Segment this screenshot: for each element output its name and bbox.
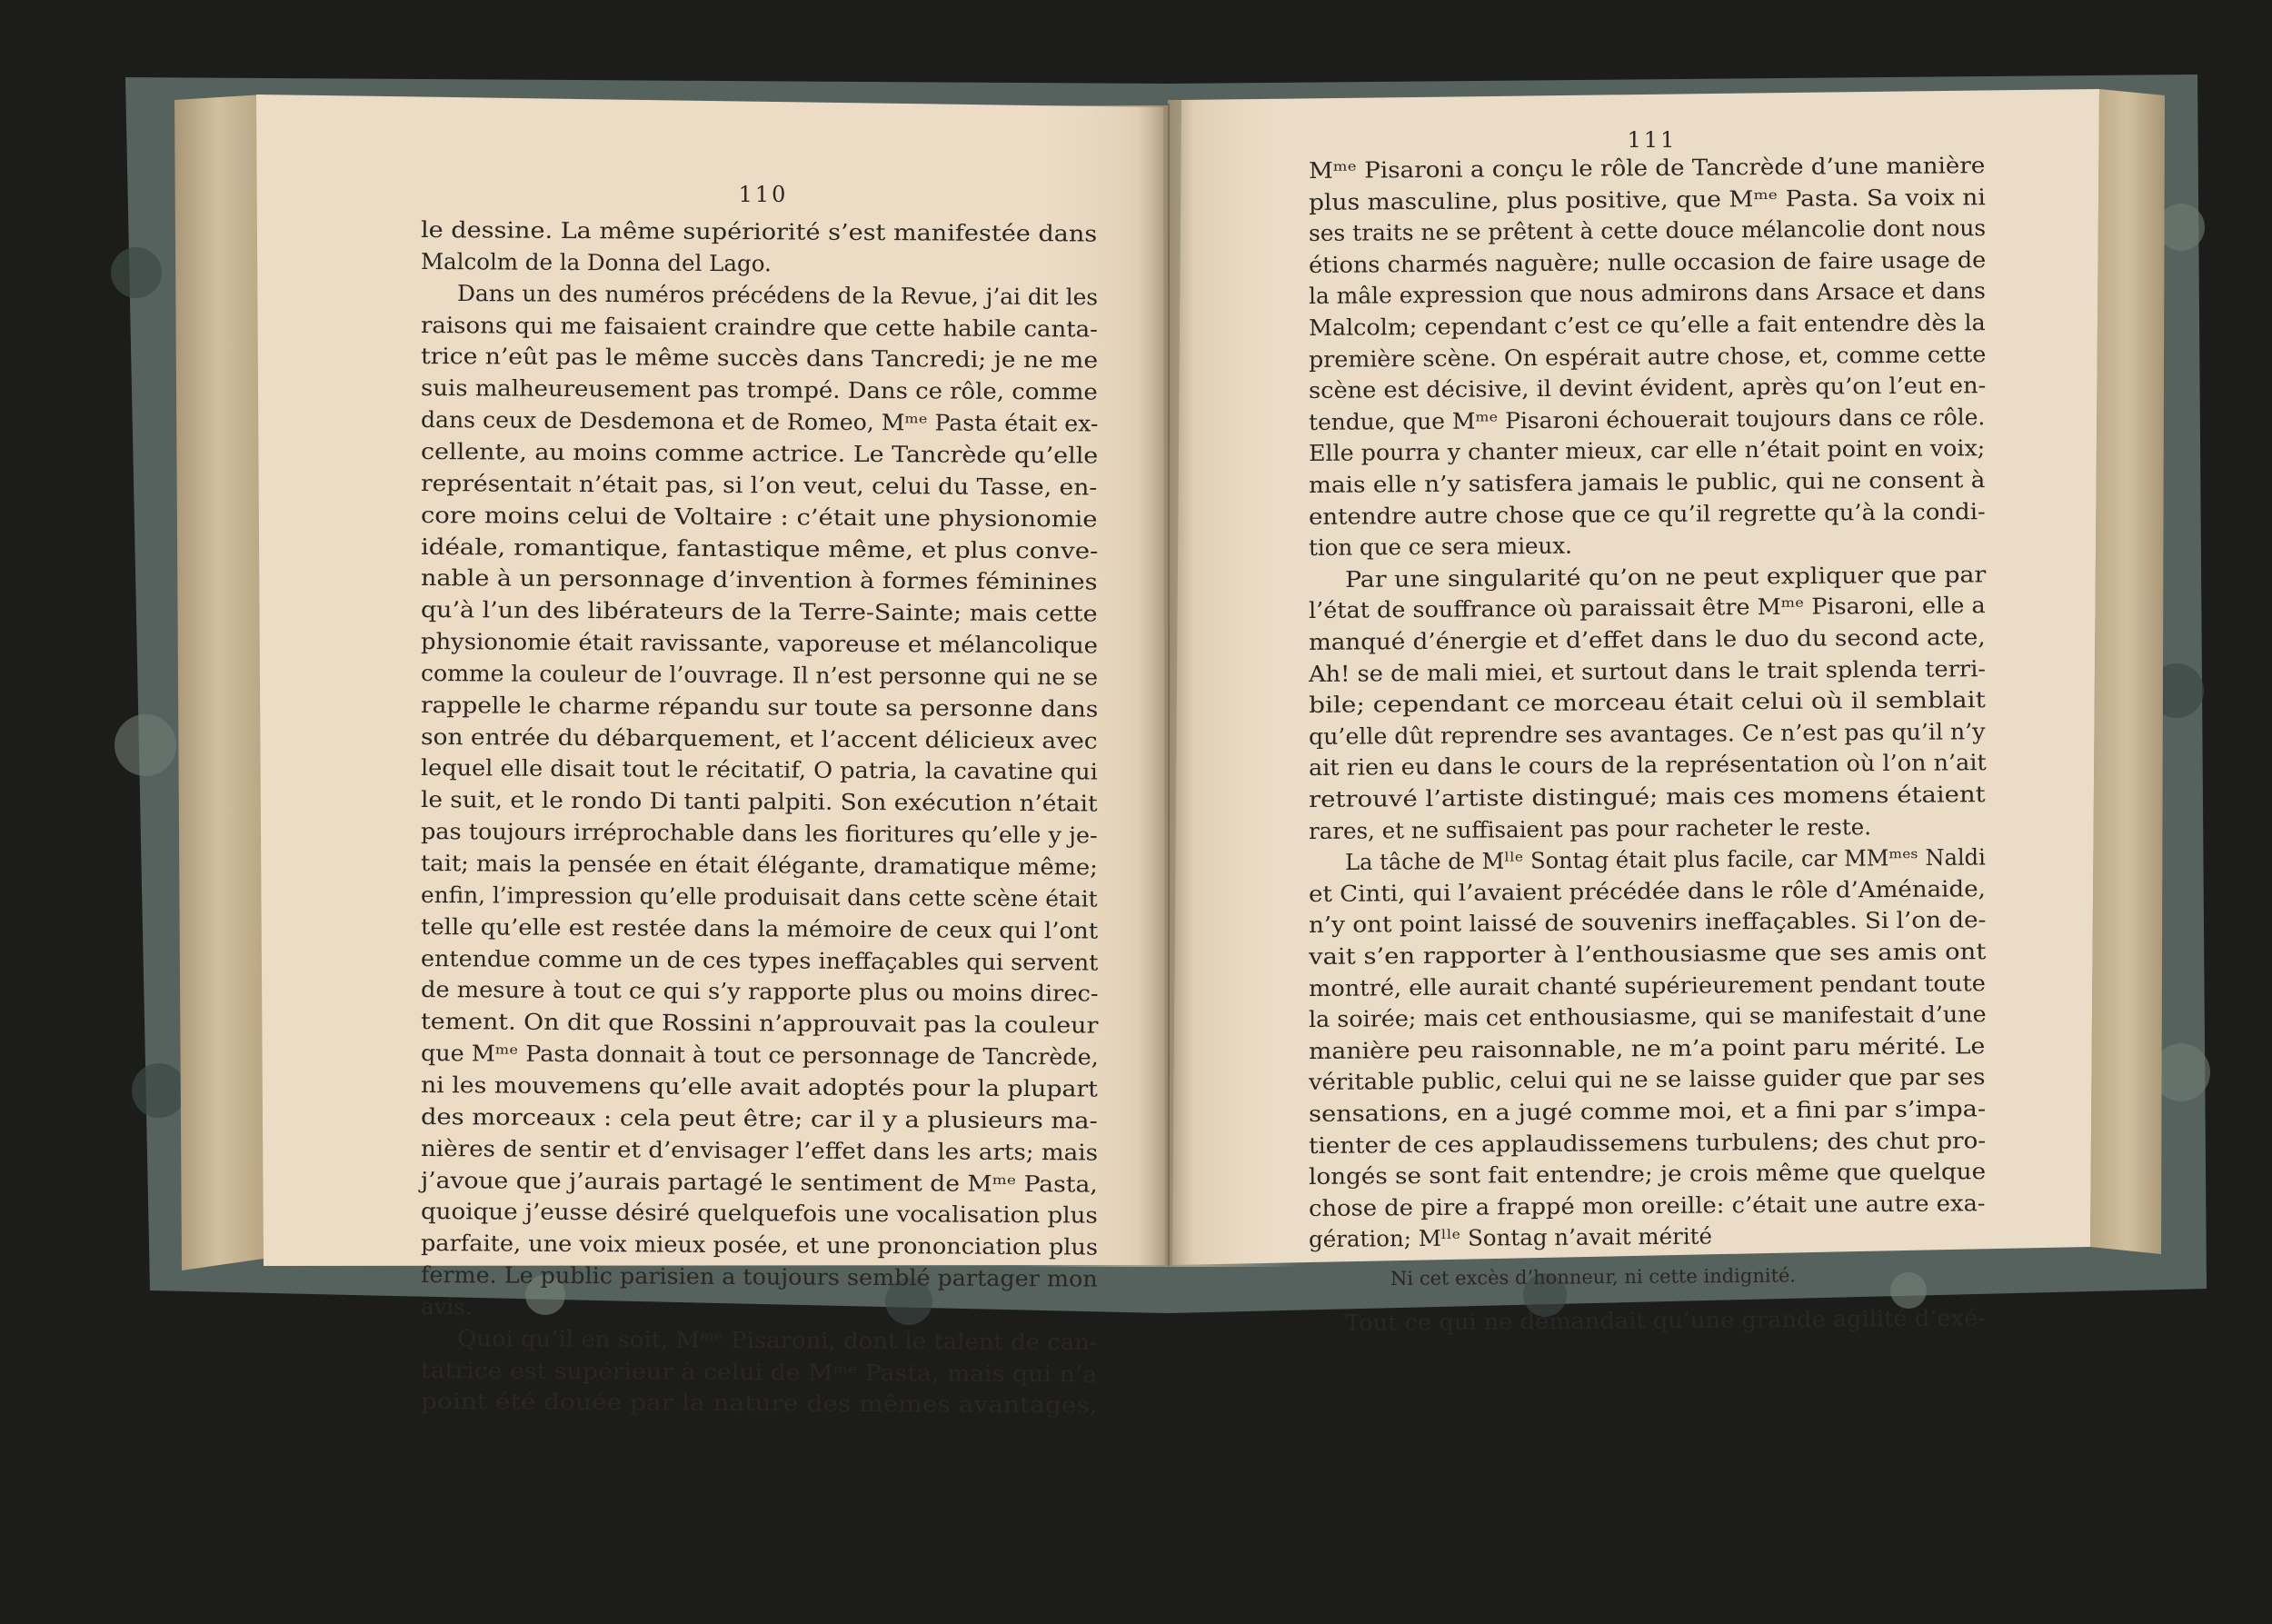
text-line: sensations, en a jugé comme moi, et a fini par s’impa- bbox=[1308, 1095, 1987, 1127]
text-line: retrouvé l’artiste distingué; mais ces momens étaient bbox=[1308, 781, 1986, 812]
text-line: Malcolm de la Donna del Lago. bbox=[420, 247, 772, 277]
text-line: tendue, que Mᵐᵉ Pisaroni échouerait toujours dans ce rôle. bbox=[1308, 403, 1986, 435]
text-line: ses traits ne se prêtent à cette douce mélancolie dont nous bbox=[1308, 214, 1987, 247]
text-line: Dans un des numéros précédens de la Revue, j’ai dit les bbox=[456, 279, 1099, 310]
text-line: raisons qui me faisaient craindre que cette habile canta- bbox=[420, 311, 1099, 343]
text-line: étions charmés naguère; nulle occasion de faire usage de bbox=[1308, 245, 1987, 278]
text-line: qu’à l’un des libérateurs de la Terre-Sainte; mais cette bbox=[420, 596, 1098, 627]
text-line: lequel elle disait tout le récitatif, O patria, la cavatine qui bbox=[420, 754, 1098, 785]
text-line: vait s’en rapporter à l’enthousiasme que ses amis ont bbox=[1308, 938, 1987, 970]
text-line: tait; mais la pensée en était élégante, dramatique même; bbox=[420, 850, 1098, 881]
text-line: première scène. On espérait autre chose, et, comme cette bbox=[1308, 340, 1987, 373]
text-line: ait rien eu dans le cours de la représentation où l’on n’ait bbox=[1308, 749, 1987, 782]
text-line: l’état de souffrance où paraissait être Mᵐᵉ Pisaroni, elle a bbox=[1308, 592, 1986, 624]
text-line: de mesure à tout ce qui s’y rapporte plus ou moins direc- bbox=[420, 976, 1099, 1007]
text-line: tienter de ces applaudissemens turbulens; des chut pro- bbox=[1308, 1126, 1987, 1159]
text-line: j’avoue que j’aurais partagé le sentiment de Mᵐᵉ Pasta, bbox=[420, 1166, 1098, 1198]
text-line: montré, elle aurait chanté supérieurement pendant toute bbox=[1308, 969, 1986, 1001]
text-line: le dessine. La même supériorité s’est manifestée dans bbox=[420, 216, 1098, 247]
right-page-number: 111 bbox=[1627, 127, 1678, 153]
text-line: point été douée par la nature des mêmes avantages, bbox=[420, 1388, 1098, 1419]
text-line: quoique j’eusse désiré quelquefois une vocalisation plus bbox=[420, 1198, 1098, 1229]
text-line: Ah! se de mali miei, et surtout dans le trait splenda terri- bbox=[1308, 654, 1987, 687]
text-line: telle qu’elle est restée dans la mémoire de ceux qui l’ont bbox=[420, 912, 1099, 944]
text-line: idéale, romantique, fantastique même, et plus conve- bbox=[420, 533, 1099, 564]
text-line: qu’elle dût reprendre ses avantages. Ce n’est pas qu’il n’y bbox=[1308, 717, 1986, 750]
text-line: ni les mouvemens qu’elle avait adoptés pour la plupart bbox=[420, 1071, 1099, 1102]
text-line: rares, et ne suffisaient pas pour racheter le reste. bbox=[1308, 812, 1872, 844]
text-line: pas toujours irréprochable dans les fioritures qu’elle y je- bbox=[420, 818, 1098, 849]
text-line: chose de pire a frappé mon oreille: c’était une autre exa- bbox=[1308, 1189, 1986, 1221]
text-line: entendre autre chose que ce qu’il regrette qu’à la condi- bbox=[1308, 497, 1986, 530]
text-line: la soirée; mais cet enthousiasme, qui se manifestait d’une bbox=[1308, 1001, 1987, 1033]
text-line: physionomie était ravissante, vaporeuse et mélancolique bbox=[420, 628, 1099, 659]
text-line: suis malheureusement pas trompé. Dans ce rôle, comme bbox=[420, 374, 1098, 405]
text-line: plus masculine, plus positive, que Mᵐᵉ Pasta. Sa voix ni bbox=[1308, 183, 1986, 215]
text-line: Mᵐᵉ Pisaroni a conçu le rôle de Tancrède d’une manière bbox=[1308, 152, 1986, 184]
text-line: scène est décisive, il devint évident, après qu’on l’eut en- bbox=[1308, 372, 1987, 404]
text-line: rappelle le charme répandu sur toute sa personne dans bbox=[420, 691, 1099, 722]
text-line: entendue comme un de ces types ineffaçables qui servent bbox=[420, 944, 1099, 976]
text-line: mais elle n’y satisfera jamais le public, qui ne consent à bbox=[1308, 466, 1986, 498]
text-line: cellente, au moins comme actrice. Le Tancrède qu’elle bbox=[420, 437, 1099, 469]
text-line: véritable public, celui qui ne se laisse guider que par ses bbox=[1308, 1063, 1986, 1096]
text-line: trice n’eût pas le même succès dans Tancredi; je ne me bbox=[420, 343, 1099, 374]
text-line: manière peu raisonnable, ne m’a point paru mérité. Le bbox=[1308, 1031, 1986, 1064]
text-line: tement. On dit que Rossini n’approuvait pas la couleur bbox=[420, 1008, 1099, 1039]
text-line: représentait n’était pas, si l’on veut, celui du Tasse, en- bbox=[420, 469, 1098, 501]
right-page-edges bbox=[2090, 89, 2165, 1254]
text-line: des morceaux : cela peut être; car il y a plusieurs ma- bbox=[420, 1102, 1098, 1134]
text-line: Elle pourra y chanter mieux, car elle n’était point en voix; bbox=[1308, 434, 1986, 467]
text-line: avis. bbox=[420, 1292, 473, 1320]
text-line: manqué d’énergie et d’effet dans le duo du second acte, bbox=[1308, 623, 1986, 655]
text-line: et Cinti, qui l’avaient précédée dans le rôle d’Aménaide, bbox=[1308, 874, 1986, 907]
text-line: nières de sentir et d’envisager l’effet dans les arts; mais bbox=[420, 1134, 1099, 1166]
text-line: son entrée du débarquement, et l’accent délicieux avec bbox=[420, 722, 1098, 754]
text-line: longés se sont fait entendre; je crois même que quelque bbox=[1308, 1158, 1987, 1191]
text-line: Ni cet excès d’honneur, ni cette indignité. bbox=[1390, 1264, 1797, 1290]
text-line: bile; cependant ce morceau était celui où il semblait bbox=[1308, 686, 1986, 719]
text-line: que Mᵐᵉ Pasta donnait à tout ce personnage de Tancrède, bbox=[420, 1040, 1099, 1071]
text-line: le suit, et le rondo Di tanti palpiti. Son exécution n’était bbox=[420, 786, 1098, 817]
text-line: dans ceux de Desdemona et de Romeo, Mᵐᵉ Pasta était ex- bbox=[420, 406, 1099, 437]
text-line: La tâche de Mˡˡᵉ Sontag était plus facile, car MMᵐᵉˢ Naldi bbox=[1344, 843, 1986, 876]
left-page-edges bbox=[174, 95, 264, 1270]
text-line: comme la couleur de l’ouvrage. Il n’est personne qui ne se bbox=[420, 659, 1099, 691]
text-line: nable à un personnage d’invention à formes féminines bbox=[420, 564, 1098, 595]
text-line: ferme. Le public parisien a toujours semblé partager mon bbox=[420, 1261, 1098, 1292]
text-line: tion que ce sera mieux. bbox=[1308, 532, 1572, 562]
text-line: tatrice est supérieur à celui de Mᵐᵉ Pasta, mais qui n’a bbox=[420, 1356, 1098, 1388]
text-line: la mâle expression que nous admirons dans Arsace et dans bbox=[1308, 277, 1986, 310]
text-line: gération; Mˡˡᵉ Sontag n’avait mérité bbox=[1308, 1222, 1713, 1253]
text-line: core moins celui de Voltaire : c’était une physionomie bbox=[420, 501, 1098, 533]
left-page-number: 110 bbox=[738, 182, 789, 207]
text-line: Malcolm; cependant c’est ce qu’elle a fait entendre dès la bbox=[1308, 309, 1986, 341]
text-line: Par une singularité qu’on ne peut expliquer que par bbox=[1344, 561, 1987, 593]
text-line: enfin, l’impression qu’elle produisait dans cette scène était bbox=[420, 881, 1098, 912]
text-line: Tout ce qui ne demandait qu’une grande agilité d’exé- bbox=[1344, 1304, 1987, 1336]
text-line: parfaite, une voix mieux posée, et une prononciation plus bbox=[420, 1230, 1099, 1260]
text-line: n’y ont point laissé de souvenirs ineffaçables. Si l’on de- bbox=[1308, 906, 1987, 939]
text-line: Quoi qu’il en soit, Mᵐᵉ Pisaroni, dont le talent de can- bbox=[456, 1324, 1098, 1356]
